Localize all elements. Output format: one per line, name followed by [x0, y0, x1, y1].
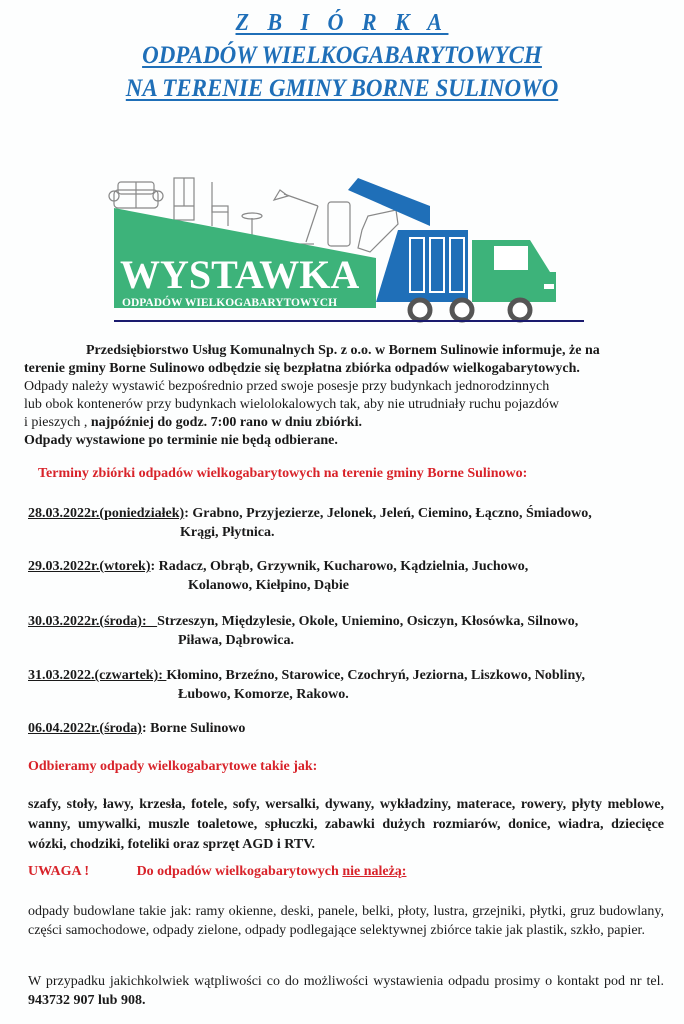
intro-line: Odpady należy wystawić bezpośrednio przed swoje posesje przy budynkach jednorodzinnych	[24, 379, 550, 394]
schedule-date: 30.03.2022r.(środa):	[28, 614, 158, 629]
schedule-entry	[28, 612, 668, 650]
schedule-villages: Łubowo, Komorze, Rakowo.	[178, 687, 349, 702]
schedule-villages: Strzeszyn, Międzylesie, Okole, Uniemino, Osiczyn, Kłosówka, Silnowo,	[157, 614, 579, 629]
contact-text: W przypadku jakichkolwiek wątpliwości co do możliwości wystawienia odpadu prosimy o kontakt pod nr tel.	[28, 974, 664, 989]
intro-line: terenie gminy Borne Sulinowo odbędzie się bezpłatna zbiórka odpadów wielkogabarytowych.	[24, 361, 580, 376]
accepted-heading: Odbieramy odpady wielkogabarytowe takie jak:	[28, 759, 318, 774]
schedule-villages: Grabno, Przyjezierze, Jelonek, Jeleń, Ciemino, Łączno, Śmiadowo,	[192, 506, 592, 521]
warning-line	[28, 864, 406, 880]
intro-line: i pieszych ,	[24, 415, 91, 430]
bed-icon	[358, 210, 398, 252]
mirror-icon	[328, 202, 350, 246]
intro-deadline: najpóźniej do godz. 7:00 rano w dniu zbiórki.	[90, 415, 362, 430]
title-line-2: ODPADÓW WIELKOGABARYTOWYCH	[142, 42, 542, 69]
chair-icon	[212, 182, 228, 226]
intro-paragraph	[24, 342, 664, 450]
schedule-date: 06.04.2022r.(środa)	[28, 721, 142, 736]
warning-text: Do odpadów wielkogabarytowych	[136, 864, 343, 879]
banner-subtitle: ODPADÓW WIELKOGABARYTOWYCH	[122, 297, 338, 309]
intro-line: lub obok kontenerów przy budynkach wielolokalowych tak, aby nie utrudniały ruchu pojazdów	[24, 397, 559, 412]
sofa-icon	[109, 182, 163, 208]
warning-label: UWAGA !	[28, 864, 90, 879]
garbage-truck-icon	[348, 178, 556, 320]
schedule-heading: Terminy zbiórki odpadów wielkogabarytowych na terenie gminy Borne Sulinowo:	[38, 466, 528, 481]
contact-paragraph	[28, 972, 664, 1010]
intro-line: Przedsiębiorstwo Usług Komunalnych Sp. z o.o. w Bornem Sulinowie informuje, że na	[86, 343, 600, 358]
schedule-date: 29.03.2022r.(wtorek)	[28, 559, 151, 574]
schedule-date: 31.03.2022.(czwartek):	[28, 668, 167, 683]
accepted-list: szafy, stoły, ławy, krzesła, fotele, sofy, wersalki, dywany, wykładziny, materace, rowery, płyty meblowe, wanny, umywalki, muszle toaletowe, spłuczki, zabawki dużych rozmiarów, donice, wiadra, dziecięce wózki, chodziki, foteliki oraz sprzęt AGD i RTV.	[28, 797, 664, 852]
schedule-villages: Radacz, Obrąb, Grzywnik, Kucharowo, Kądzielnia, Juchowo,	[158, 559, 529, 574]
contact-phone: 943732 907 lub 908.	[28, 993, 146, 1008]
schedule-entry: 28.03.2022r.(poniedziałek): Grabno, Przyjezierze, Jelonek, Jeleń, Ciemino, Łączno, Śmiadowo, Krągi, Płytnica.	[28, 504, 668, 542]
title-line-3: NA TERENIE GMINY BORNE SULINOWO	[125, 75, 559, 102]
wardrobe-icon	[174, 178, 194, 220]
schedule-date: 28.03.2022r.(poniedziałek)	[28, 506, 185, 521]
warning-emphasis: nie należą:	[342, 864, 407, 879]
schedule-villages: Krągi, Płytnica.	[180, 525, 275, 540]
schedule-villages: Kolanowo, Kiełpino, Dąbie	[188, 578, 350, 593]
intro-line: Odpady wystawione po terminie nie będą odbierane.	[24, 433, 338, 448]
schedule-entry	[28, 666, 668, 704]
schedule-villages: Piława, Dąbrowica.	[178, 633, 295, 648]
wystawka-banner	[100, 160, 590, 330]
title-line-1: Z B I Ó R K A	[235, 10, 449, 36]
schedule-entry: 06.04.2022r.(środa): Borne Sulinowo	[28, 721, 246, 736]
banner-title: WYSTAWKA	[120, 252, 360, 297]
lamp-icon	[274, 190, 318, 244]
schedule-villages: Borne Sulinowo	[150, 721, 246, 736]
schedule-entry: 29.03.2022r.(wtorek): Radacz, Obrąb, Grzywnik, Kucharowo, Kądzielnia, Juchowo, Kolanowo, Kiełpino, Dąbie	[28, 557, 668, 595]
excluded-list: odpady budowlane takie jak: ramy okienne, deski, panele, belki, płoty, lustra, grzejniki, płytki, gruz budowlany, części samochodowe, odpady zielone, odpady podlegające selektywnej zbiórce takie jak plastik, szkło, papier.	[28, 904, 664, 938]
schedule-villages: Kłomino, Brzeźno, Starowice, Czochryń, Jeziorna, Liszkowo, Nobliny,	[166, 668, 585, 683]
